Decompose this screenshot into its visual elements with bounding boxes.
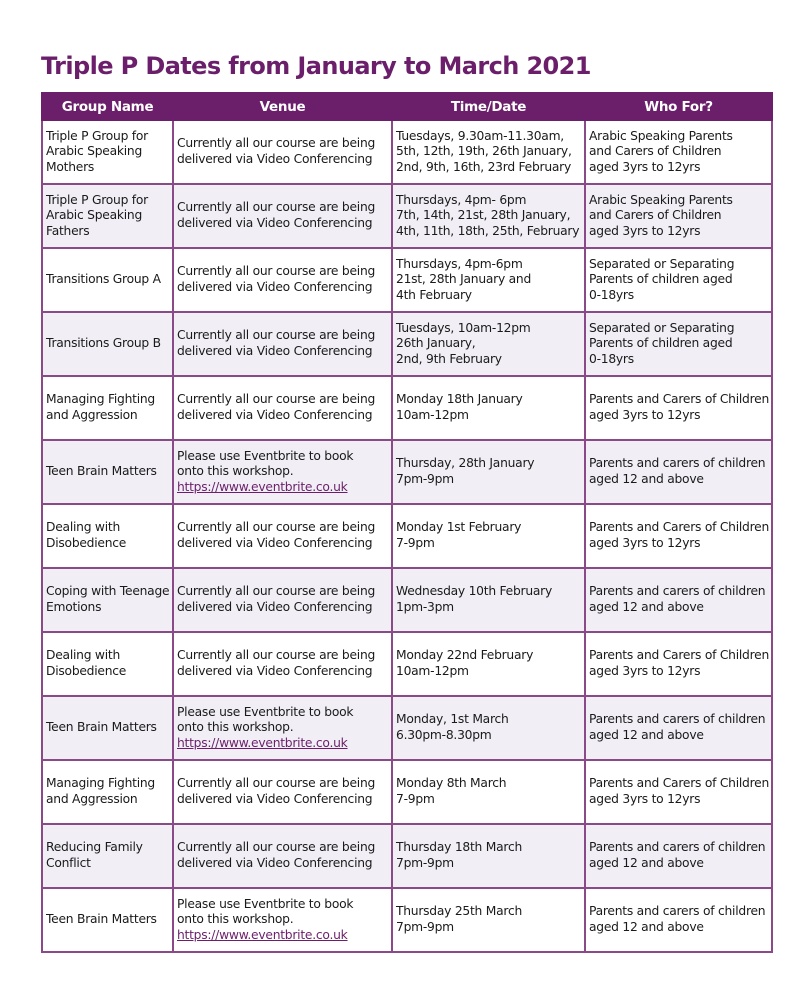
venue-line: delivered via Video Conferencing — [177, 792, 373, 806]
venue-cell — [173, 376, 392, 440]
group-name-line: Transitions Group A — [46, 272, 161, 287]
venue-line: Currently all our course are being — [177, 520, 376, 535]
group-name-cell — [42, 376, 173, 440]
time-date-line: 10am-12pm — [396, 408, 469, 422]
group-name-line: Arabic Speaking — [46, 208, 142, 223]
time-date-line: 6.30pm-8.30pm — [396, 728, 492, 742]
venue-cell — [173, 696, 392, 760]
who-for-cell — [585, 440, 772, 504]
time-date-line: 7pm-9pm — [396, 920, 454, 934]
time-date-line: Thursdays, 4pm- 6pm — [396, 192, 527, 207]
group-name-cell — [42, 760, 173, 824]
who-for-line: and Carers of Children — [589, 144, 722, 159]
group-name-line: Teen Brain Matters — [46, 720, 157, 735]
time-date-line: 2nd, 9th February — [396, 351, 502, 366]
venue-line: delivered via Video Conferencing — [177, 536, 373, 550]
group-name-line: Coping with Teenage — [46, 584, 170, 599]
group-name-cell — [42, 632, 173, 696]
group-name-line: Emotions — [46, 600, 102, 614]
who-for-cell — [585, 184, 772, 248]
schedule-table — [41, 92, 773, 953]
time-date-cell — [392, 632, 585, 696]
venue-cell — [173, 184, 392, 248]
venue-line: onto this workshop. — [177, 720, 294, 735]
venue-line: delivered via Video Conferencing — [177, 152, 373, 166]
venue-line: delivered via Video Conferencing — [177, 216, 373, 230]
table-row — [42, 760, 772, 824]
venue-line: Currently all our course are being — [177, 136, 376, 151]
who-for-line: aged 12 and above — [589, 920, 704, 934]
time-date-line: 7th, 14th, 21st, 28th January, — [396, 208, 571, 223]
venue-line: Currently all our course are being — [177, 200, 376, 215]
venue-line: delivered via Video Conferencing — [177, 344, 373, 358]
time-date-line: Tuesdays, 10am-12pm — [396, 320, 531, 335]
time-date-line: Monday 22nd February — [396, 648, 534, 663]
who-for-line: Arabic Speaking Parents — [589, 192, 733, 207]
eventbrite-link[interactable]: https://www.eventbrite.co.uk — [177, 479, 348, 494]
who-for-cell — [585, 696, 772, 760]
venue-line: delivered via Video Conferencing — [177, 600, 373, 614]
venue-cell — [173, 120, 392, 184]
group-name-cell — [42, 184, 173, 248]
who-for-cell — [585, 376, 772, 440]
who-for-line: aged 12 and above — [589, 472, 704, 486]
table-row — [42, 120, 772, 184]
time-date-line: Monday, 1st March — [396, 712, 509, 727]
time-date-cell — [392, 376, 585, 440]
group-name-line: Disobedience — [46, 664, 127, 678]
who-for-line: aged 3yrs to 12yrs — [589, 223, 701, 238]
table-row — [42, 568, 772, 632]
venue-line: delivered via Video Conferencing — [177, 280, 373, 294]
time-date-line: 1pm-3pm — [396, 600, 454, 614]
who-for-line: aged 3yrs to 12yrs — [589, 664, 701, 678]
group-name-cell — [42, 504, 173, 568]
group-name-line: Teen Brain Matters — [46, 464, 157, 479]
table-row — [42, 504, 772, 568]
time-date-cell — [392, 312, 585, 376]
group-name-line: Mothers — [46, 159, 95, 174]
time-date-line: 7-9pm — [396, 536, 435, 550]
who-for-line: Parents and carers of children — [589, 904, 766, 919]
time-date-line: Tuesdays, 9.30am-11.30am, — [396, 128, 564, 143]
time-date-cell — [392, 696, 585, 760]
venue-cell — [173, 632, 392, 696]
venue-line: Currently all our course are being — [177, 264, 376, 279]
venue-cell — [173, 760, 392, 824]
venue-cell — [173, 248, 392, 312]
venue-line: Please use Eventbrite to book — [177, 448, 354, 463]
group-name-line: and Aggression — [46, 792, 138, 806]
group-name-line: Transitions Group B — [46, 336, 161, 351]
time-date-line: 7pm-9pm — [396, 472, 454, 486]
who-for-cell — [585, 760, 772, 824]
venue-line: onto this workshop. — [177, 912, 294, 927]
group-name-line: and Aggression — [46, 408, 138, 422]
group-name-line: Fathers — [46, 223, 90, 238]
group-name-cell — [42, 888, 173, 952]
who-for-line: aged 12 and above — [589, 600, 704, 614]
venue-line: Currently all our course are being — [177, 648, 376, 663]
venue-line: Currently all our course are being — [177, 776, 376, 791]
venue-cell — [173, 824, 392, 888]
venue-line: Please use Eventbrite to book — [177, 704, 354, 719]
who-for-line: Parents and Carers of Children — [589, 776, 769, 791]
time-date-line: 7-9pm — [396, 792, 435, 806]
venue-line: delivered via Video Conferencing — [177, 664, 373, 678]
who-for-line: aged 3yrs to 12yrs — [589, 408, 701, 422]
table-row — [42, 440, 772, 504]
table-row — [42, 376, 772, 440]
time-date-cell — [392, 760, 585, 824]
who-for-line: Parents and Carers of Children — [589, 392, 769, 407]
venue-line: delivered via Video Conferencing — [177, 408, 373, 422]
time-date-line: Thursday 18th March — [396, 840, 522, 855]
group-name-line: Conflict — [46, 856, 91, 870]
time-date-line: 5th, 12th, 19th, 26th January, — [396, 144, 572, 159]
who-for-line: Separated or Separating — [589, 256, 735, 271]
who-for-line: aged 12 and above — [589, 856, 704, 870]
time-date-line: Thursdays, 4pm-6pm — [396, 256, 523, 271]
group-name-line: Dealing with — [46, 648, 120, 663]
group-name-line: Managing Fighting — [46, 392, 155, 407]
venue-line: onto this workshop. — [177, 464, 294, 479]
time-date-line: 10am-12pm — [396, 664, 469, 678]
table-row — [42, 632, 772, 696]
venue-line: Currently all our course are being — [177, 328, 376, 343]
group-name-line: Managing Fighting — [46, 776, 155, 791]
group-name-cell — [42, 696, 173, 760]
time-date-line: 21st, 28th January and — [396, 272, 532, 287]
venue-line: Currently all our course are being — [177, 840, 376, 855]
group-name-line: Reducing Family — [46, 840, 143, 855]
time-date-line: Monday 8th March — [396, 776, 507, 791]
table-row — [42, 184, 772, 248]
time-date-cell — [392, 248, 585, 312]
who-for-cell — [585, 824, 772, 888]
who-for-line: Parents of children aged — [589, 336, 733, 351]
group-name-cell — [42, 248, 173, 312]
header-time-date: Time/Date — [392, 93, 585, 120]
who-for-line: Parents and carers of children — [589, 456, 766, 471]
time-date-cell — [392, 184, 585, 248]
group-name-cell — [42, 120, 173, 184]
time-date-cell — [392, 568, 585, 632]
who-for-cell — [585, 888, 772, 952]
time-date-cell — [392, 824, 585, 888]
eventbrite-link[interactable]: https://www.eventbrite.co.uk — [177, 735, 348, 750]
venue-cell — [173, 888, 392, 952]
table-row — [42, 824, 772, 888]
table-row — [42, 312, 772, 376]
group-name-cell — [42, 312, 173, 376]
who-for-line: Separated or Separating — [589, 320, 735, 335]
who-for-line: Parents and carers of children — [589, 584, 766, 599]
group-name-line: Disobedience — [46, 536, 127, 550]
group-name-cell — [42, 440, 173, 504]
who-for-line: 0-18yrs — [589, 287, 634, 302]
venue-cell — [173, 312, 392, 376]
time-date-line: 2nd, 9th, 16th, 23rd February — [396, 159, 572, 174]
who-for-line: 0-18yrs — [589, 351, 634, 366]
table-row — [42, 696, 772, 760]
group-name-cell — [42, 568, 173, 632]
header-group-name: Group Name — [42, 93, 173, 120]
time-date-line: Wednesday 10th February — [396, 584, 553, 599]
time-date-cell — [392, 440, 585, 504]
time-date-line: 7pm-9pm — [396, 856, 454, 870]
table-row — [42, 248, 772, 312]
page-title: Triple P Dates from January to March 2021 — [41, 52, 591, 80]
who-for-line: aged 3yrs to 12yrs — [589, 536, 701, 550]
group-name-line: Teen Brain Matters — [46, 912, 157, 927]
who-for-line: Parents and Carers of Children — [589, 520, 769, 535]
time-date-line: Thursday, 28th January — [396, 456, 535, 471]
who-for-line: Parents of children aged — [589, 272, 733, 287]
table-header — [42, 93, 772, 120]
who-for-cell — [585, 632, 772, 696]
group-name-line: Dealing with — [46, 520, 120, 535]
who-for-line: Arabic Speaking Parents — [589, 128, 733, 143]
venue-line: Please use Eventbrite to book — [177, 896, 354, 911]
time-date-cell — [392, 504, 585, 568]
who-for-cell — [585, 568, 772, 632]
venue-cell — [173, 568, 392, 632]
group-name-line: Triple P Group for — [46, 192, 148, 207]
group-name-line: Triple P Group for — [46, 128, 148, 143]
table-row — [42, 888, 772, 952]
header-venue: Venue — [173, 93, 392, 120]
time-date-line: 4th February — [396, 287, 472, 302]
venue-line: Currently all our course are being — [177, 584, 376, 599]
group-name-cell — [42, 824, 173, 888]
time-date-cell — [392, 120, 585, 184]
venue-cell — [173, 440, 392, 504]
venue-line: delivered via Video Conferencing — [177, 856, 373, 870]
time-date-line: Thursday 25th March — [396, 904, 522, 919]
who-for-line: aged 12 and above — [589, 728, 704, 742]
time-date-line: 26th January, — [396, 336, 476, 351]
who-for-line: Parents and carers of children — [589, 840, 766, 855]
time-date-line: Monday 18th January — [396, 392, 523, 407]
eventbrite-link[interactable]: https://www.eventbrite.co.uk — [177, 927, 348, 942]
who-for-cell — [585, 248, 772, 312]
time-date-cell — [392, 888, 585, 952]
who-for-cell — [585, 120, 772, 184]
who-for-cell — [585, 504, 772, 568]
table-body — [42, 120, 772, 952]
group-name-line: Arabic Speaking — [46, 144, 142, 159]
who-for-cell — [585, 312, 772, 376]
who-for-line: aged 3yrs to 12yrs — [589, 159, 701, 174]
time-date-line: Monday 1st February — [396, 520, 522, 535]
header-row — [42, 93, 772, 120]
venue-cell — [173, 504, 392, 568]
who-for-line: Parents and Carers of Children — [589, 648, 769, 663]
who-for-line: aged 3yrs to 12yrs — [589, 792, 701, 806]
header-who-for: Who For? — [585, 93, 772, 120]
time-date-line: 4th, 11th, 18th, 25th, February — [396, 223, 580, 238]
venue-line: Currently all our course are being — [177, 392, 376, 407]
who-for-line: and Carers of Children — [589, 208, 722, 223]
who-for-line: Parents and carers of children — [589, 712, 766, 727]
